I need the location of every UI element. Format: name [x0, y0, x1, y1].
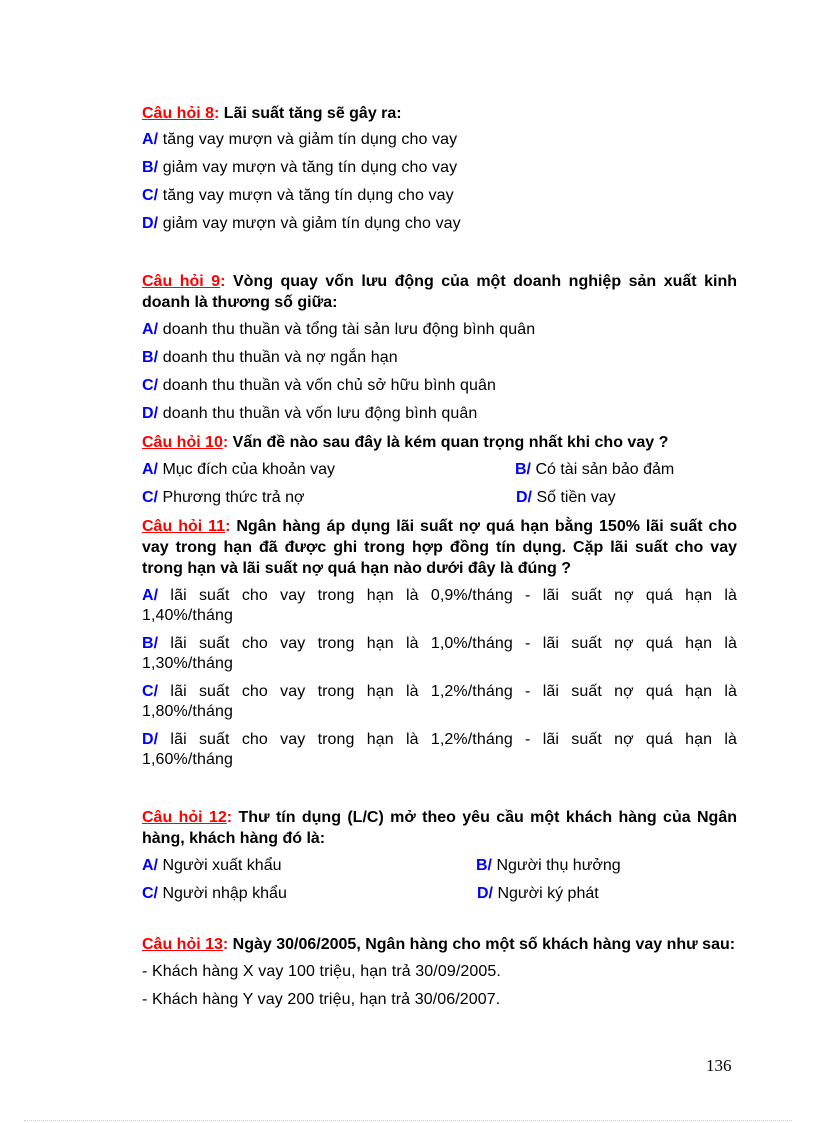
- option-text: giảm vay mượn và giảm tín dụng cho vay: [158, 215, 461, 232]
- question-11-option-d: [142, 730, 737, 770]
- question-12-text: Thư tín dụng (L/C) mở theo yêu cầu một khách hàng của Ngân hàng, khách hàng đó là:: [142, 809, 737, 847]
- question-10-option-c: [142, 488, 304, 508]
- option-letter: C/: [142, 489, 158, 506]
- question-8-option-b: [142, 158, 737, 178]
- option-text: Người ký phát: [493, 885, 599, 902]
- option-text: Người thụ hưởng: [492, 857, 621, 874]
- question-12-options-row-2: [142, 884, 737, 912]
- question-9-label: Câu hỏi 9: [142, 273, 221, 290]
- option-letter: A/: [142, 587, 159, 604]
- question-10-title: [142, 432, 737, 453]
- question-13-colon: :: [222, 936, 229, 953]
- option-letter: A/: [142, 321, 159, 338]
- question-9-option-d: [142, 404, 737, 424]
- question-9-option-a: [142, 320, 737, 340]
- question-10-colon: :: [222, 434, 229, 451]
- option-text: Số tiền vay: [532, 489, 616, 506]
- option-text: lãi suất cho vay trong hạn là 1,2%/tháng - lãi suất nợ quá hạn là 1,80%/tháng: [142, 683, 737, 720]
- question-12-colon: :: [226, 809, 233, 826]
- option-letter: B/: [515, 461, 531, 478]
- option-text: doanh thu thuần và vốn lưu động bình quân: [158, 405, 478, 422]
- question-13-text: Ngày 30/06/2005, Ngân hàng cho một số khách hàng vay như sau:: [228, 936, 736, 953]
- option-text: Phương thức trả nợ: [158, 489, 305, 506]
- question-13-label: Câu hỏi 13: [142, 936, 223, 953]
- option-letter: C/: [142, 683, 159, 700]
- option-text: lãi suất cho vay trong hạn là 1,0%/tháng - lãi suất nợ quá hạn là 1,30%/tháng: [142, 635, 737, 672]
- option-letter: A/: [142, 857, 158, 874]
- question-8-option-c: [142, 186, 737, 206]
- question-13-title: [142, 934, 737, 955]
- option-letter: B/: [142, 635, 159, 652]
- option-letter: A/: [142, 461, 158, 478]
- option-text: tăng vay mượn và tăng tín dụng cho vay: [158, 187, 454, 204]
- option-text: lãi suất cho vay trong hạn là 1,2%/tháng - lãi suất nợ quá hạn là 1,60%/tháng: [142, 731, 737, 768]
- option-text: Người xuất khẩu: [158, 857, 282, 874]
- question-11-text: Ngân hàng áp dụng lãi suất nợ quá hạn bằng 150% lãi suất cho vay trong hạn đã được ghi trong hợp đồng tín dụng. Cặp lãi suất cho vay trong hạn và lãi suất nợ quá hạn nào dưới đây là đúng ?: [142, 518, 737, 577]
- question-8-text: Lãi suất tăng sẽ gây ra:: [219, 105, 402, 122]
- option-letter: C/: [142, 377, 159, 394]
- option-letter: B/: [142, 159, 159, 176]
- question-11-option-b: [142, 634, 737, 674]
- question-12-title: [142, 807, 737, 849]
- option-text: tăng vay mượn và giảm tín dụng cho vay: [158, 131, 458, 148]
- option-text: doanh thu thuần và vốn chủ sở hữu bình quân: [158, 377, 497, 394]
- option-text: lãi suất cho vay trong hạn là 0,9%/tháng - lãi suất nợ quá hạn là 1,40%/tháng: [142, 587, 737, 624]
- question-11-option-c: [142, 682, 737, 722]
- question-11-title: [142, 516, 737, 579]
- question-8-option-a: [142, 130, 737, 150]
- question-10-option-b: [515, 460, 674, 480]
- question-12-option-d: [477, 884, 599, 904]
- option-letter: D/: [516, 489, 532, 506]
- option-letter: D/: [142, 405, 159, 422]
- question-12-option-a: [142, 856, 281, 876]
- option-letter: D/: [477, 885, 493, 902]
- document-page: [142, 103, 737, 1010]
- option-text: giảm vay mượn và tăng tín dụng cho vay: [158, 159, 458, 176]
- option-text: doanh thu thuần và tổng tài sản lưu động bình quân: [158, 321, 536, 338]
- question-8-option-d: [142, 214, 737, 234]
- question-10-options-row-2: [142, 488, 737, 516]
- question-8-colon: :: [214, 105, 220, 122]
- question-8-title: [142, 103, 737, 124]
- option-letter: B/: [476, 857, 492, 874]
- option-letter: C/: [142, 885, 158, 902]
- question-10-option-a: [142, 460, 335, 480]
- question-13-line-2: - Khách hàng Y vay 200 triệu, hạn trả 30/06/2007.: [142, 991, 501, 1008]
- question-11-colon: :: [225, 518, 231, 535]
- question-12-option-c: [142, 884, 287, 904]
- question-12-option-b: [476, 856, 621, 876]
- question-10-text: Vấn đề nào sau đây là kém quan trọng nhất khi cho vay ?: [228, 434, 669, 451]
- question-9-option-b: [142, 348, 737, 368]
- option-letter: C/: [142, 187, 159, 204]
- question-10-option-d: [516, 488, 616, 508]
- option-letter: A/: [142, 131, 159, 148]
- question-11-label: Câu hỏi 11: [142, 518, 226, 535]
- question-9-colon: :: [220, 273, 226, 290]
- option-letter: D/: [142, 215, 159, 232]
- question-10-options-row-1: [142, 460, 737, 488]
- question-9-text: Vòng quay vốn lưu động của một doanh nghiệp sản xuất kinh doanh là thương số giữa:: [142, 273, 737, 311]
- question-12-options-row-1: [142, 856, 737, 884]
- page-number: 136: [706, 1056, 732, 1075]
- question-10-label: Câu hỏi 10: [142, 434, 223, 451]
- question-11-option-a: [142, 586, 737, 626]
- option-text: Người nhập khẩu: [158, 885, 287, 902]
- option-text: Mục đích của khoản vay: [158, 461, 335, 478]
- question-9-title: [142, 271, 737, 313]
- question-9-option-c: [142, 376, 737, 396]
- option-text: doanh thu thuần và nợ ngắn hạn: [158, 349, 398, 366]
- question-8-label: Câu hỏi 8: [142, 105, 215, 122]
- page-bottom-divider: [24, 1120, 792, 1121]
- option-letter: D/: [142, 731, 159, 748]
- option-letter: B/: [142, 349, 159, 366]
- option-text: Có tài sản bảo đảm: [531, 461, 675, 478]
- question-12-label: Câu hỏi 12: [142, 809, 227, 826]
- question-13-line-1: - Khách hàng X vay 100 triệu, hạn trả 30/09/2005.: [142, 963, 501, 980]
